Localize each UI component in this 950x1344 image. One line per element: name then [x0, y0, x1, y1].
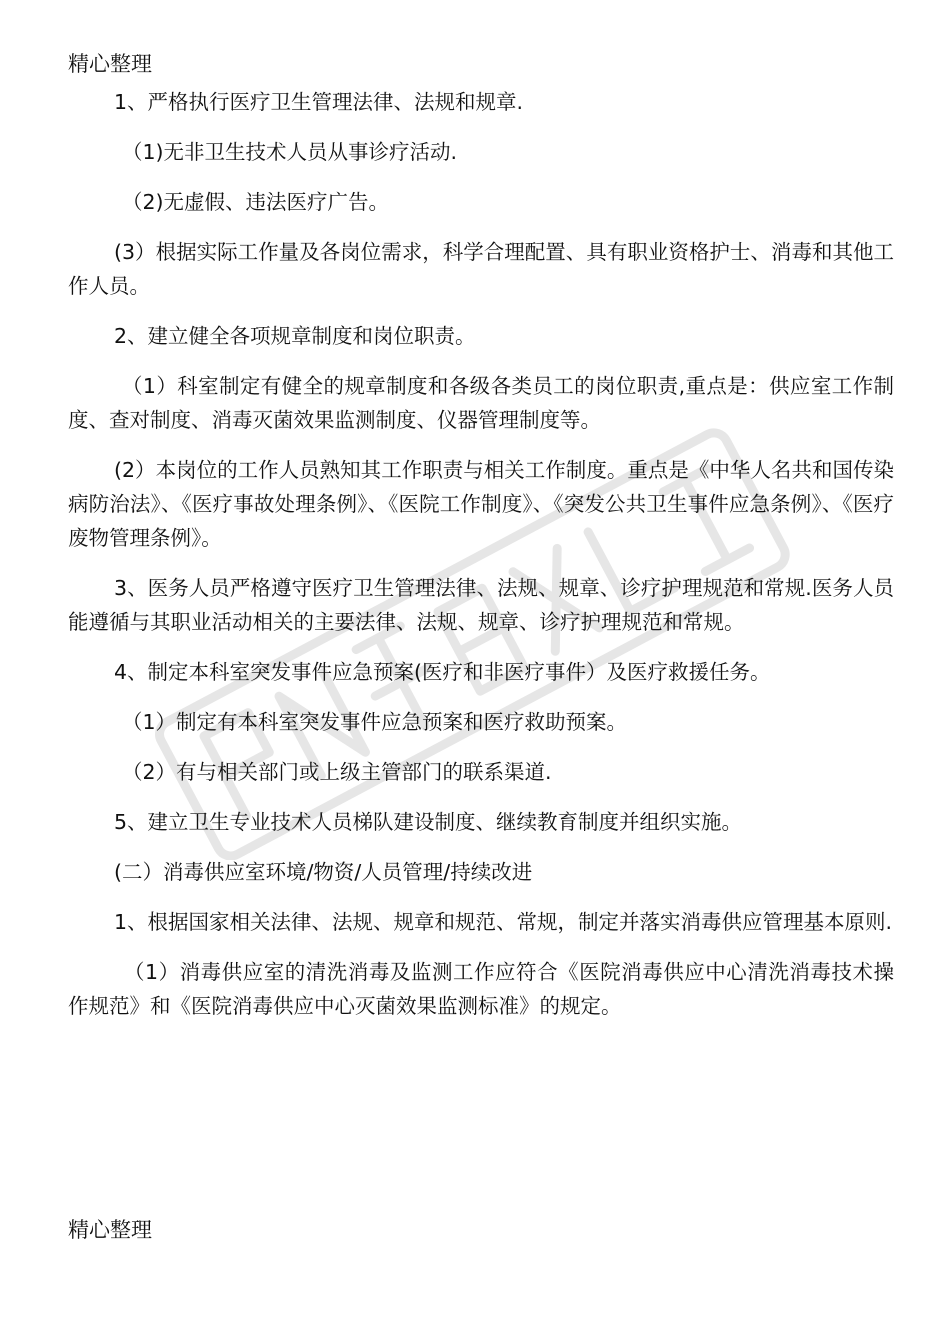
paragraph: (二）消毒供应室环境/物资/人员管理/持续改进 [114, 860, 533, 884]
page-header: 精心整理 [68, 52, 152, 76]
paragraph: （2）有与相关部门或上级主管部门的联系渠道. [122, 760, 552, 784]
paragraph: 2、建立健全各项规章制度和岗位职责。 [114, 324, 476, 348]
paragraph: (2）本岗位的工作人员熟知其工作职责与相关工作制度。重点是《中华人名共和国传染病防治法》、《医疗事故处理条例》、《医院工作制度》、《突发公共卫生事件应急条例》、《医疗废物管理条例》。 [68, 458, 894, 550]
paragraph: （1）科室制定有健全的规章制度和各级各类员工的岗位职责,重点是：供应室工作制度、查对制度、消毒灭菌效果监测制度、仪器管理制度等。 [68, 374, 894, 432]
paragraph: 1、根据国家相关法律、法规、规章和规范、常规，制定并落实消毒供应管理基本原则. [114, 910, 893, 934]
paragraph: （2)无虚假、违法医疗广告。 [122, 190, 390, 214]
paragraph: (3）根据实际工作量及各岗位需求，科学合理配置、具有职业资格护士、消毒和其他工作人员。 [68, 240, 894, 298]
paragraph: （1）制定有本科室突发事件应急预案和医疗救助预案。 [122, 710, 628, 734]
paragraph: 4、制定本科室突发事件应急预案(医疗和非医疗事件）及医疗救援任务。 [114, 660, 771, 684]
document-body [68, 85, 894, 1039]
paragraph: 5、建立卫生专业技术人员梯队建设制度、继续教育制度并组织实施。 [114, 810, 743, 834]
page-footer: 精心整理 [68, 1218, 152, 1242]
paragraph: 1、严格执行医疗卫生管理法律、法规和规章. [114, 90, 524, 114]
paragraph: 3、医务人员严格遵守医疗卫生管理法律、法规、规章、诊疗护理规范和常规.医务人员能遵循与其职业活动相关的主要法律、法规、规章、诊疗护理规范和常规。 [68, 576, 894, 634]
paragraph: （1)无非卫生技术人员从事诊疗活动. [122, 140, 458, 164]
paragraph: （1）消毒供应室的清洗消毒及监测工作应符合《医院消毒供应中心清洗消毒技术操作规范》和《医院消毒供应中心灭菌效果监测标准》的规定。 [68, 960, 894, 1018]
